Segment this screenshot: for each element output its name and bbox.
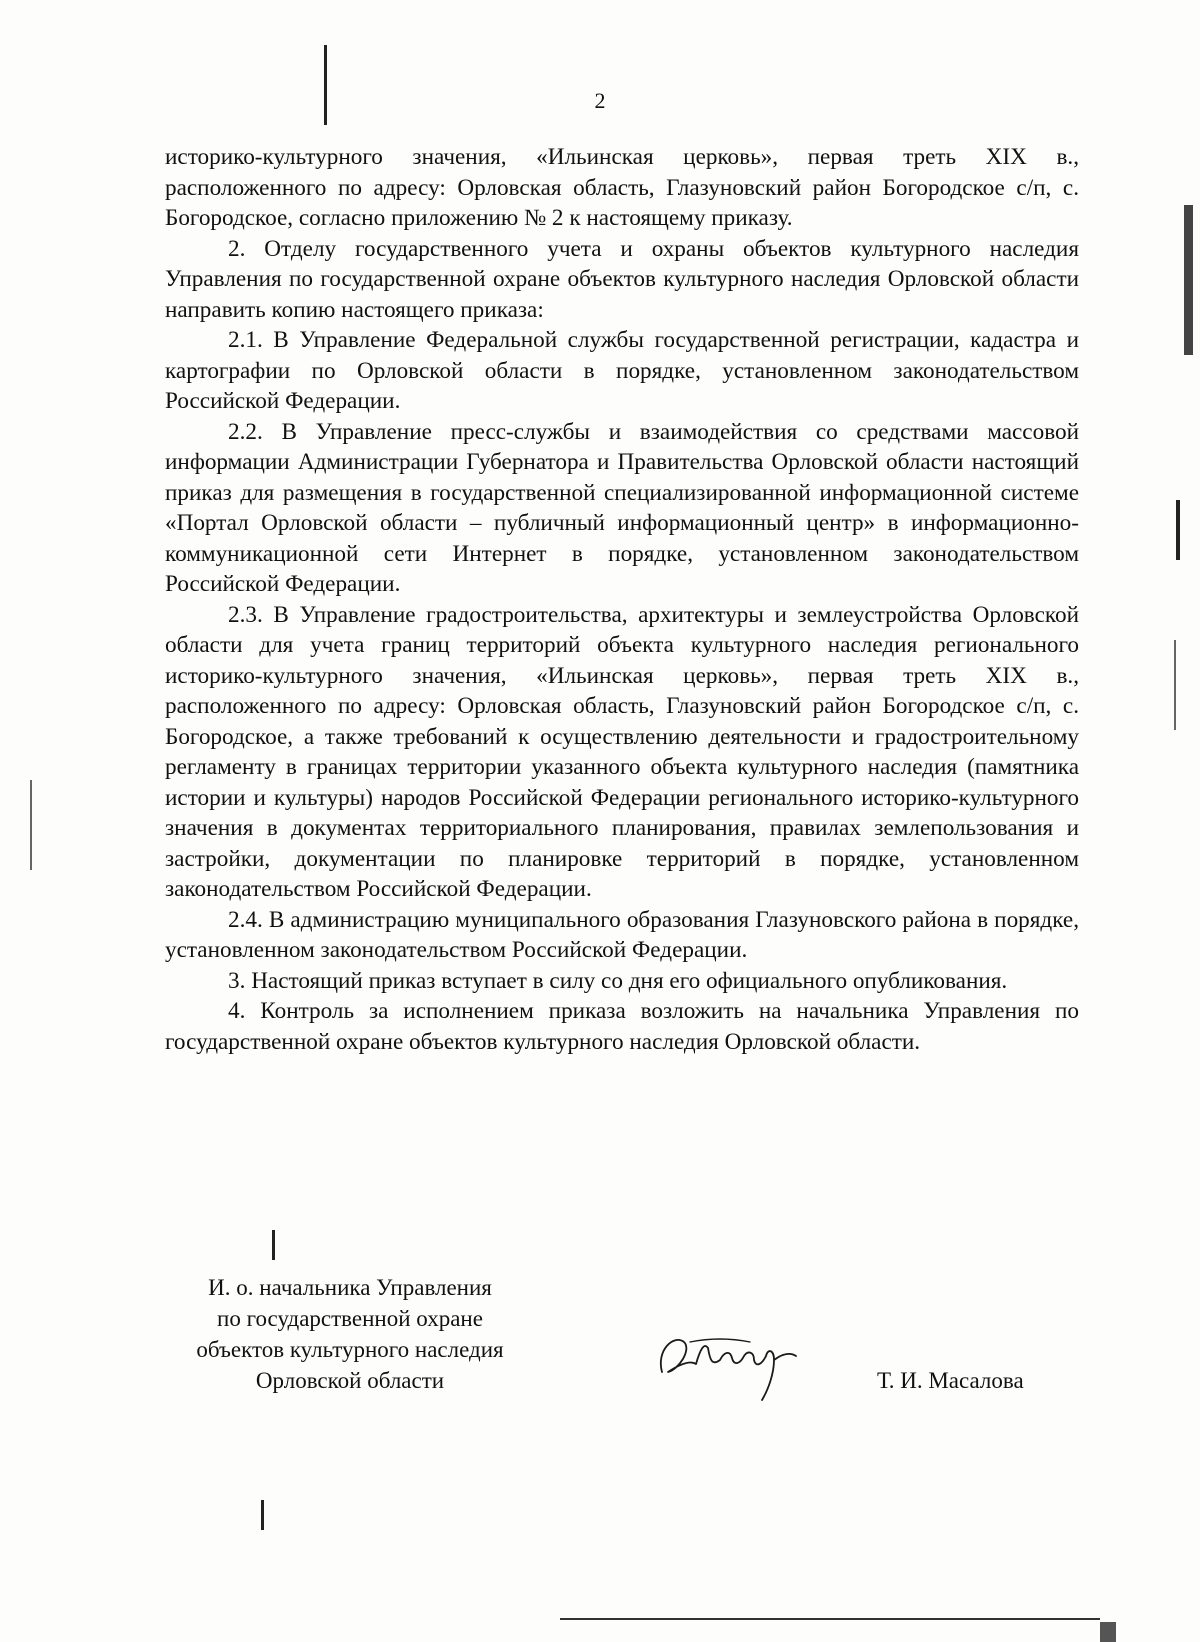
- scan-mark: [1176, 500, 1180, 560]
- order-text: [165, 142, 1079, 1057]
- signature-block: [165, 1272, 1079, 1392]
- scan-mark: [1100, 1622, 1116, 1642]
- page-number: 2: [594, 88, 606, 113]
- scan-mark: [272, 1230, 275, 1260]
- paragraph-item-2-2: 2.2. В Управление пресс-службы и взаимодействия со средствами массовой информации Администрации Губернатора и Правительства Орловской области настоящий приказ для размещения в государственной специализированной информационной системе «Портал Орловской области – публичный информационный центр» в информационно-коммуникационной сети Интернет в порядке, установленном законодательством Российской Федерации.: [165, 418, 1079, 597]
- paragraph-item-3: 3. Настоящий приказ вступает в силу со дня его официального опубликования.: [228, 967, 1008, 994]
- scan-mark: [560, 1618, 1100, 1620]
- signatory-title-line: Орловской области: [255, 1368, 445, 1393]
- paragraph-item-2-1: 2.1. В Управление Федеральной службы государственной регистрации, кадастра и картографии по Орловской области в порядке, установленном законодательством Российской Федерации.: [165, 327, 1079, 414]
- scan-mark: [30, 780, 32, 870]
- signatory-title: [165, 1272, 535, 1396]
- paragraph: историко-культурного значения, «Ильинская церковь», первая треть XIX в., расположенного по адресу: Орловская область, Глазуновский район Богородское с/п, с. Богородское, согласно приложению № 2 к настоящему приказу.: [165, 144, 1079, 231]
- scan-mark: [1174, 640, 1176, 730]
- scan-mark: [1184, 205, 1193, 355]
- signatory-name: Т. И. Масалова: [877, 1368, 1024, 1393]
- scan-mark: [324, 45, 327, 125]
- handwritten-signature: [650, 1320, 830, 1410]
- scan-mark: [261, 1500, 264, 1530]
- paragraph-item-2-4: 2.4. В администрацию муниципального образования Глазуновского района в порядке, установленном законодательством Российской Федерации.: [165, 906, 1079, 963]
- paragraph-item-2-3: 2.3. В Управление градостроительства, архитектуры и землеустройства Орловской области для учета границ территорий объекта культурного наследия регионального историко-культурного значения, «Ильинская церковь», первая треть XIX в., расположенного по адресу: Орловская область, Глазуновский район Богородское с/п, с. Богородское, а также требований к осуществлению деятельности и градостроительному регламенту в границах территории указанного объекта культурного наследия (памятника истории и культуры) народов Российской Федерации регионального историко-культурного значения в документах территориального планирования, правилах землепользования и застройки, документации по планировке территорий в порядке, установленном законодательством Российской Федерации.: [165, 601, 1079, 902]
- signatory-title-line: И. о. начальника Управления: [208, 1275, 492, 1300]
- paragraph-item-4: 4. Контроль за исполнением приказа возложить на начальника Управления по государственной охране объектов культурного наследия Орловской области.: [165, 998, 1079, 1055]
- paragraph-item-2: 2. Отделу государственного учета и охраны объектов культурного наследия Управления по государственной охране объектов культурного наследия Орловской области направить копию настоящего приказа:: [165, 235, 1079, 323]
- signatory-title-line: по государственной охране: [217, 1306, 483, 1331]
- signatory-title-line: объектов культурного наследия: [196, 1337, 504, 1362]
